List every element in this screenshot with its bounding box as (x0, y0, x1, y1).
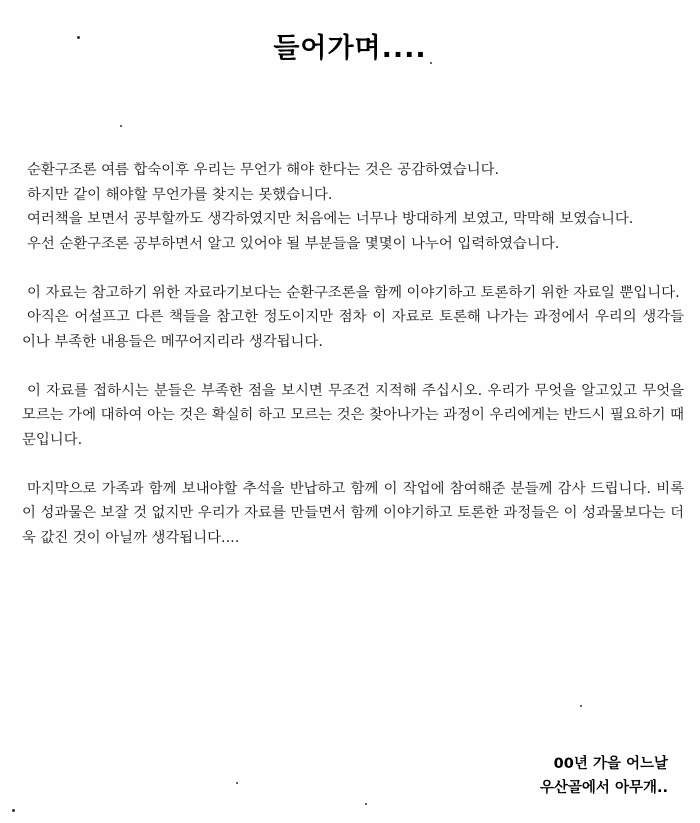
scan-speck (580, 705, 582, 707)
signature-author: 우산골에서 아무개.. (539, 780, 668, 796)
paragraph-line: 순환구조론 여름 합숙이후 우리는 무언가 해야 한다는 것은 공감하였습니다. (27, 162, 500, 178)
paragraph-line: 여러책을 보면서 공부할까도 생각하였지만 처음에는 너무나 방대하게 보였고, 막막해 보였습니다. (27, 211, 634, 227)
paragraph-line: 마지막으로 가족과 함께 보내야할 추석을 반납하고 함께 이 작업에 참여해준 분들께 감사 드립니다. 비록 이 성과물은 보잘 것 없지만 우리가 자료를 만들면서 함께 이야기하고 토론한 과정들은 이 성과물보다는 더욱 값진 것이 아닐까 생각됩니다.... (22, 480, 684, 546)
paragraph-purpose (22, 281, 684, 355)
scan-speck (120, 125, 122, 127)
paragraph-thanks (22, 477, 684, 551)
paragraph-intro (22, 158, 684, 256)
scan-speck (12, 809, 15, 812)
paragraph-line: 이 자료를 접하시는 분들은 부족한 점을 보시면 무조건 지적해 주십시오. 우리가 무엇을 알고있고 무엇을 모르는 가에 대하여 아는 것은 확실히 하고 모르는 것은 찾아나가는 과정이 우리에게는 반드시 필요하기 때문입니다. (22, 382, 684, 448)
signature-date: 00년 가을 어느날 (553, 756, 668, 772)
scan-speck (365, 803, 367, 805)
paragraph-line: 이 자료는 참고하기 위한 자료라기보다는 순환구조론을 함께 이야기하고 토론하기 위한 자료일 뿐입니다. (27, 284, 680, 301)
paragraph-line: 우선 순환구조론 공부하면서 알고 있어야 될 부분들을 몇몇이 나누어 입력하였습니다. (27, 235, 560, 252)
document-body (22, 158, 684, 575)
scan-speck (430, 62, 432, 64)
paragraph-request (22, 379, 684, 453)
page-title: 들어가며.... (273, 33, 427, 64)
scan-speck (236, 782, 238, 784)
scan-speck (77, 36, 80, 39)
paragraph-line: 아직은 어설프고 다른 책들을 참고한 정도이지만 점차 이 자료로 토론해 나가는 과정에서 우리의 생각들이나 부족한 내용들은 메꾸어지리라 생각됩니다. (22, 309, 684, 350)
paragraph-line: 하지만 같이 해야할 무언가를 찾지는 못했습니다. (27, 186, 333, 203)
signature-block (540, 752, 668, 800)
